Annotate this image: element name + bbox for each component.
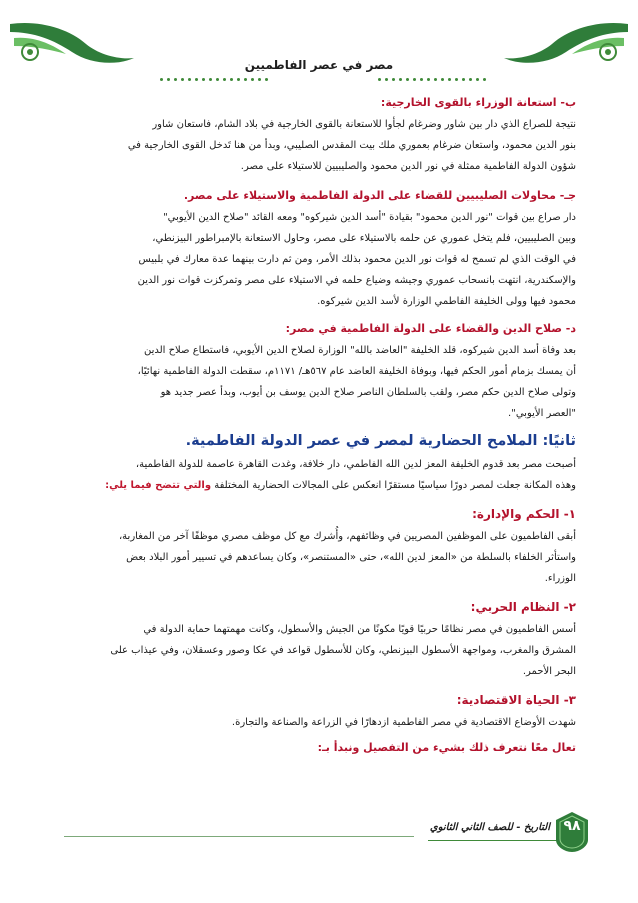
page-number: ٩٨ [563,818,581,834]
paragraph-line: في الوقت الذي لم تسمح له قوات نور الدين محمود بذلك الأمر، ومن ثم دارت بينهما عدة معارك في بلبيس [138,254,576,265]
paragraph-line: شهدت الأوضاع الاقتصادية في مصر الفاطمية ازدهارًا في الزراعة والصناعة والتجارة. [231,717,576,728]
header-title: مصر في عصر الفاطميين [244,58,394,72]
section-2-paragraph [62,454,576,496]
paragraph-line: واستأثر الخلفاء بالسلطة من «المعز لدين الله»، حتى «المستنصر»، وكان يساعدهم في تسيير أمور البلاد بعض [126,552,576,563]
paragraph-line: البحر الأحمر. [522,666,576,677]
paragraph-line: "العصر الأيوبي". [508,408,576,419]
paragraph-line: الوزراء. [544,573,576,584]
paragraph-line: بنور الدين محمود، واستعان ضرغام بعموري ملك بيت المقدس الصليبي، وبدأ من هنا تَدخل القوى الخارجية في [127,140,576,151]
paragraph-text: وهذه المكانة جعلت لمصر دورًا سياسيًا مستقرًا انعكس على المجالات الحضارية المختلفة [214,480,576,491]
section-d-heading: د- صلاح الدين والقضاء على الدولة الفاطمية في مصر: [285,322,576,335]
closing-line: تعال معًا نتعرف ذلك بشيء من التفصيل ونبدأ بـ: [317,741,576,754]
paragraph-line: وتولى صلاح الدين حكم مصر، ولقب بالسلطان الناصر صلاح الدين يوسف بن أيوب، وبدأ عصر جديد هو [160,387,576,398]
paragraph-line: وبين الصليبيين، فلم يتخل عموري عن حلمه بالاستيلاء على مصر، وحاول الاستعانة بالإمبراطور البيزنطي، [152,233,576,244]
highlighted-text: والتي تتضح فيما يلي: [105,480,212,491]
sub-1-heading: ١- الحكم والإدارة: [472,507,576,521]
paragraph-line [62,475,576,496]
paragraph-line: بعد وفاة أسد الدين شيركوه، قلد الخليفة "العاضد بالله" الوزارة لصلاح الدين الأيوبي، فاستطاع صلاح الدين [143,345,576,356]
sub-3-heading: ٣- الحياة الاقتصادية: [456,693,576,707]
section-b-paragraph [62,114,576,177]
section-2-heading: ثانيًا: الملامح الحضارية لمصر في عصر الدولة الفاطمية. [185,433,576,449]
section-c-heading: جـ- محاولات الصليبيين للقضاء على الدولة الفاطمية والاستيلاء على مصر. [183,189,576,202]
footer-divider [64,836,414,837]
paragraph-line: المشرق والمغرب، ومواجهة الأسطول البيزنطي، وكان للأسطول قواعد في عكا وصور وعسقلان، وفي عيذاب على [110,645,576,656]
sub-2-paragraph [62,619,576,682]
page-content [62,92,576,759]
sub-3-paragraph [62,712,576,733]
paragraph-line: أصبحت مصر بعد قدوم الخليفة المعز لدين الله الفاطمي، دار خلافة، وغدت القاهرة عاصمة للدولة الفاطمية، [135,459,576,470]
sub-2-heading: ٢- النظام الحربي: [470,600,576,614]
paragraph-line: أبقى الفاطميون على الموظفين المصريين في وظائفهم، وأُشرك مع كل موظف مصري موظفًا آخر من المغاربة، [118,531,576,542]
section-c-paragraph [62,207,576,312]
section-b-heading: ب- استعانة الوزراء بالقوى الخارجية: [380,96,576,109]
section-d-paragraph [62,340,576,424]
paragraph-line: محمود فيها وولى الخليفة الفاطمي الوزارة لأسد الدين شيركوه. [317,296,576,307]
footer-book-title: التاريخ - للصف الثاني الثانوي [429,822,550,833]
paragraph-line: دار صراع بين قوات "نور الدين محمود" بقيادة "أسد الدين شيركوه" ومعه القائد "صلاح الدين الأيوبي" [163,212,576,223]
sub-1-paragraph [62,526,576,589]
paragraph-line: أسس الفاطميون في مصر نظامًا حربيًا قويًا مكونًا من الجيش والأسطول، وكانت مهمتهما حماية الدولة في [143,624,576,635]
paragraph-line: نتيجة للصراع الذي دار بين شاور وضرغام لجأوا للاستعانة بالقوى الخارجية في بلاد الشام، فاستعان شاور [152,119,576,130]
paragraph-line: والإسكندرية، انتهت بانسحاب عموري وجيشه وضياع حلمه في الاستيلاء على مصر وتمركزت قوات نور الدين [137,275,576,286]
paragraph-line: أن يمسك بزمام أمور الحكم فيها، وبوفاة الخليفة العاضد عام ٥٦٧هـ/ ١١٧١م، سقطت الدولة الفاطمية نهائيًا، [137,366,576,377]
paragraph-line: شؤون الدولة الفاطمية ممثلة في نور الدين محمود والصليبيين للاستيلاء على مصر. [240,161,576,172]
